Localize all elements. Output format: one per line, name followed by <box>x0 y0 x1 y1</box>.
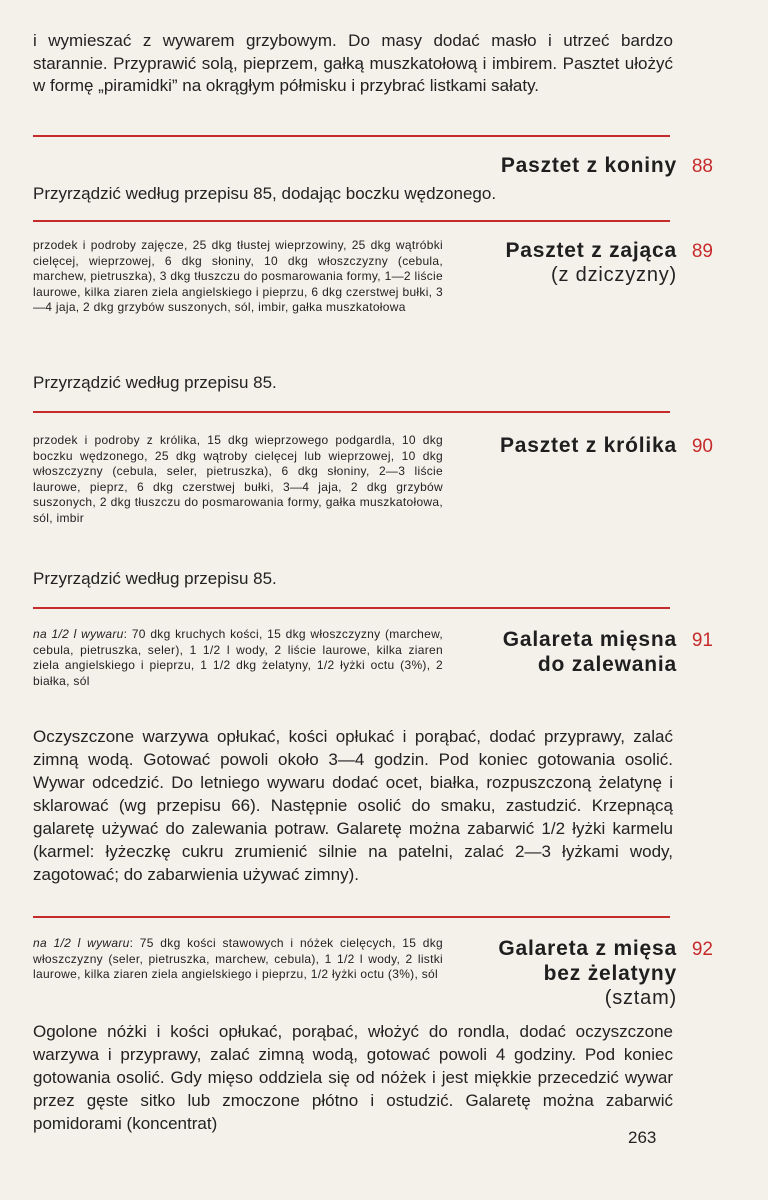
recipe-number: 92 <box>691 939 713 960</box>
section-divider <box>33 220 670 222</box>
intro-paragraph: i wymieszać z wywarem grzybowym. Do masy dodać masło i utrzeć bardzo starannie. Przyprawić solą, pieprzem, gałką muszkatołową i imbirem. Pasztet ułożyć w formę „piramidki” na okrągłym półmisku i przybrać listkami sałaty. <box>33 31 673 95</box>
recipe-subtitle: do zalewania <box>537 653 677 676</box>
section-divider <box>33 135 670 137</box>
recipe-title: Pasztet z koniny <box>500 154 677 177</box>
recipe-number: 88 <box>691 156 713 177</box>
recipe-title-block <box>498 936 713 1010</box>
page-number: 263 <box>628 1128 657 1147</box>
ingredients-lead: na 1/2 l wywaru <box>33 936 130 950</box>
recipe-ingredients <box>33 936 443 983</box>
recipe-title: Galareta z mięsa <box>498 937 677 960</box>
recipe-title: Pasztet z zająca <box>505 239 677 262</box>
section-divider <box>33 607 670 609</box>
recipe-91 <box>33 627 713 907</box>
recipe-subtitle: bez żelatyny <box>543 962 677 985</box>
recipe-method: Przyrządzić według przepisu 85, dodając boczku wędzonego. <box>33 184 497 203</box>
recipe-90 <box>33 433 713 593</box>
recipe-title-block <box>501 153 713 178</box>
recipe-number: 90 <box>691 436 713 457</box>
recipe-number: 91 <box>691 630 713 651</box>
recipe-ingredients: przodek i podroby zajęcze, 25 dkg tłustej wieprzowiny, 25 dkg wątróbki cielęcej, wieprzowej, 6 dkg słoniny, 10 dkg włoszczyzny (cebula, marchew, pietruszka), 3 dkg tłuszczu do posmarowania formy, 1—2 liście laurowe, kilka ziaren ziela angielskiego i pieprzu, 6 dkg czerstwej bułki, 3—4 jaja, 2 dkg grzybów suszonych, sól, imbir, gałka muszkatołowa <box>33 238 443 314</box>
recipe-method: Ogolone nóżki i kości opłukać, porąbać, włożyć do rondla, dodać oczyszczone warzywa i przyprawy, zalać zimną wodą, gotować powoli 4 godziny. Pod koniec gotowania osolić. Gdy mięso oddziela się od nóżek i jest miękkie przecedzić wywar przez gęste sitko lub zmoczone płótno i ostudzić. Galaretę można zabarwić pomidorami (koncentrat) <box>33 1022 673 1133</box>
ingredients-lead: na 1/2 l wywaru <box>33 627 124 641</box>
recipe-89 <box>33 238 713 398</box>
section-divider <box>33 916 670 918</box>
recipe-subtitle: (z dziczyzny) <box>551 264 677 286</box>
recipe-ingredients: przodek i podroby z królika, 15 dkg wieprzowego podgardla, 10 dkg boczku wędzonego, 25 dkg wątroby cielęcej lub wieprzowej, 10 dkg włoszczyzny (cebula, seler, pietruszka), 6 dkg słoniny, 2—3 liście laurowe, pieprz, 6 dkg czerstwej bułki, 3—4 jaja, 2 dkg grzybów suszonych, 2 dkg tłuszczu do posmarowania formy, gałka muszkatołowa, sól, imbir <box>33 433 443 525</box>
ingredients-list: : 70 dkg kruchych kości, 15 dkg włoszczyzny (marchew, cebula, pietruszka, seler), 1 1/2 l wody, 2 liście laurowe, kilka ziaren ziela angielskiego i pieprzu, 1 1/2 dkg żelatyny, 1/2 łyżki octu (3%), 2 białka, sól <box>33 627 444 688</box>
recipe-number: 89 <box>691 241 713 262</box>
recipe-88 <box>33 153 713 213</box>
recipe-title: Galareta mięsna <box>502 628 677 651</box>
recipe-title-block <box>503 627 713 677</box>
recipe-method: Oczyszczone warzywa opłukać, kości opłukać i porąbać, dodać przyprawy, zalać zimną wodą. Gotować powoli około 3—4 godzin. Pod koniec gotowania osolić. Wywar odcedzić. Do letniego wywaru dodać ocet, białka, rozpuszczoną żelatynę i sklarować (wg przepisu 66). Następnie osolić do smaku, zastudzić. Krzepnącą galaretę używać do zalewania potraw. Galaretę można zabarwić 1/2 łyżki karmelu (karmel: łyżeczkę cukru zrumienić silnie na patelni, zalać 2—3 łyżkami wody, zagotować; do zabarwienia używać zimny). <box>33 727 673 884</box>
recipe-method: Przyrządzić według przepisu 85. <box>33 569 277 588</box>
section-divider <box>33 411 670 413</box>
recipe-title: Pasztet z królika <box>499 434 677 457</box>
recipe-subtitle-note: (sztam) <box>604 987 677 1009</box>
ingredients-list: : 75 dkg kości stawowych i nóżek cielęcych, 15 dkg włoszczyzny (seler, pietruszka, marchew, cebula), 1 1/2 l wody, 2 listki laurowe, kilka ziaren ziela angielskiego i pieprzu, 1/2 łyżki octu (3%), sól <box>33 936 443 981</box>
recipe-method: Przyrządzić według przepisu 85. <box>33 373 277 392</box>
recipe-title-block <box>500 433 713 458</box>
recipe-ingredients <box>33 627 443 689</box>
recipe-title-block <box>505 238 713 287</box>
recipe-92 <box>33 936 713 1136</box>
